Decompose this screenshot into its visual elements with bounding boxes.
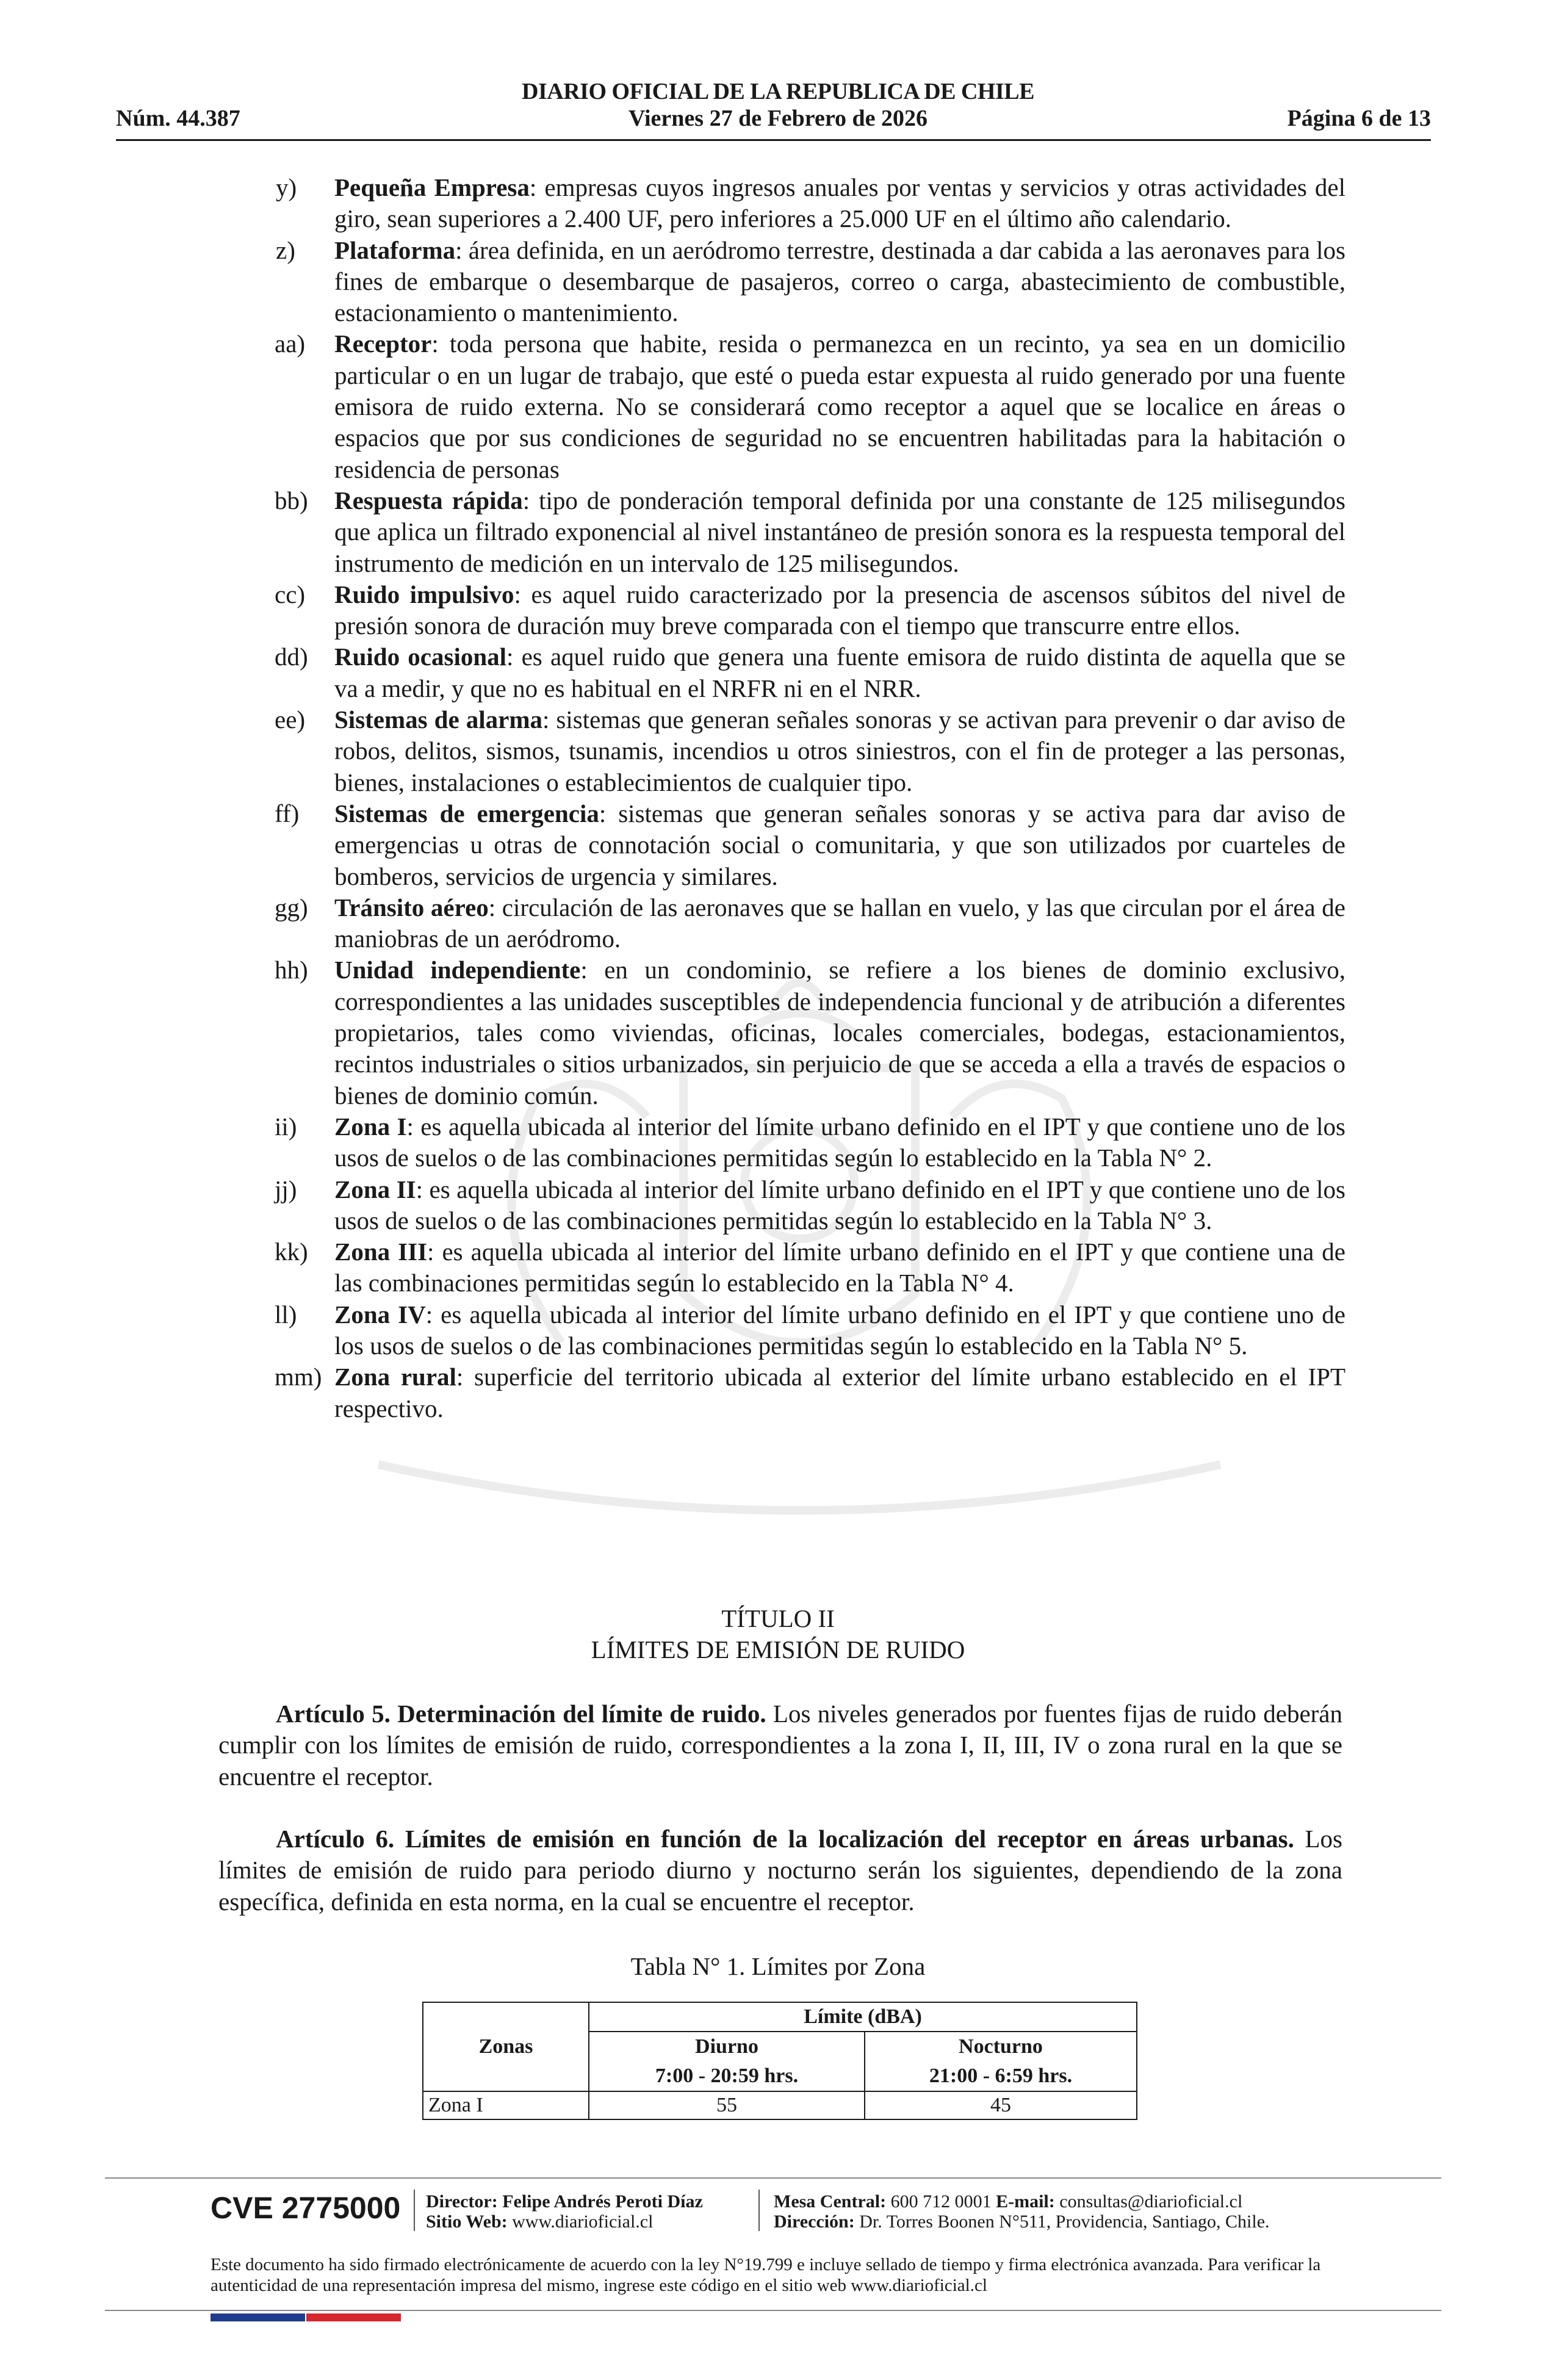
definition-label: ll) bbox=[275, 1300, 297, 1329]
definition-item bbox=[217, 328, 1345, 485]
direccion-label: Dirección: bbox=[774, 2212, 855, 2232]
header-nocturno-hours: 21:00 - 6:59 hrs. bbox=[929, 2064, 1073, 2087]
definition-label: aa) bbox=[275, 330, 306, 358]
definition-term: Zona I bbox=[334, 1112, 407, 1141]
definition-item bbox=[217, 1361, 1345, 1424]
publication-date: Viernes 27 de Febrero de 2026 bbox=[628, 106, 928, 131]
definition-text: : es aquel ruido que genera una fuente emisora de ruido distinta de aquella que se va a medir, y que no es habitual en el NRFR ni en el NRR. bbox=[334, 643, 1345, 702]
definition-text: : circulación de las aeronaves que se hallan en vuelo, y las que circulan por el área de maniobras de un aeródromo. bbox=[334, 893, 1345, 953]
definition-text: : superficie del territorio ubicada al exterior del límite urbano establecido en el IPT respectivo. bbox=[334, 1363, 1345, 1423]
definition-text: : es aquella ubicada al interior del límite urbano definido en el IPT y que contiene uno de los usos de suelos o de las combinaciones permitidas según lo establecido en la Tabla N° 2. bbox=[334, 1112, 1346, 1172]
article-5 bbox=[218, 1698, 1342, 1792]
footer-director-block bbox=[426, 2191, 703, 2232]
definition-item bbox=[217, 798, 1345, 892]
flag-bar-red bbox=[306, 2313, 401, 2321]
header-diurno-label: Diurno bbox=[695, 2035, 758, 2058]
definition-label: kk) bbox=[275, 1238, 308, 1266]
definition-text: : en un condominio, se refiere a los bienes de dominio exclusivo, correspondientes a las unidades susceptibles de independencia funcional y de atribución a diferentes propietarios, tales como viviendas, oficinas, locales comerciales, bodegas, estacionamientos, recintos industriales o sitios urbanizados, sin perjuicio de que se acceda a ella a través de espacios o bienes de dominio común. bbox=[334, 956, 1345, 1109]
definition-term: Respuesta rápida bbox=[334, 486, 523, 514]
footer-rule-top bbox=[105, 2177, 1441, 2179]
definition-text: : empresas cuyos ingresos anuales por ventas y servicios y otras actividades del giro, sean superiores a 2.400 UF, pero inferiores a 25.000 UF en el último año calendario. bbox=[334, 173, 1345, 233]
definition-item bbox=[217, 892, 1345, 955]
definition-label: gg) bbox=[275, 893, 308, 921]
header-diurno bbox=[589, 2032, 865, 2091]
definition-item bbox=[217, 1299, 1345, 1362]
director-name: Felipe Andrés Peroti Díaz bbox=[502, 2191, 703, 2212]
definition-term: Zona III bbox=[334, 1238, 428, 1266]
definition-item bbox=[217, 235, 1345, 329]
legal-notice: Este documento ha sido firmado electrónicamente de acuerdo con la ley N°19.799 e incluye sellado de tiempo y firma electrónica avanzada. Para verificar la autenticidad de una representación impresa del mismo, ingrese este código en el sitio web www.diarioficial.cl bbox=[211, 2255, 1321, 2295]
definition-label: y) bbox=[276, 173, 297, 201]
definition-term: Receptor bbox=[334, 330, 432, 358]
definitions-list bbox=[217, 172, 1345, 1424]
definition-item bbox=[217, 1236, 1345, 1299]
definition-text: : es aquel ruido caracterizado por la presencia de ascensos súbitos del nivel de presión sonora de duración muy breve comparada con el tiempo que transcurre entre ellos. bbox=[334, 580, 1345, 640]
definition-text: : es aquella ubicada al interior del límite urbano definido en el IPT y que contiene uno de los usos de suelos o de las combinaciones permitidas según lo establecido en la Tabla N° 3. bbox=[334, 1175, 1345, 1235]
footer-contact-block bbox=[774, 2191, 1270, 2232]
cve-code: CVE 2775000 bbox=[211, 2191, 401, 2225]
web-link[interactable]: www.diarioficial.cl bbox=[512, 2212, 654, 2232]
definition-item bbox=[217, 1111, 1345, 1174]
definition-text: : tipo de ponderación temporal definida por una constante de 125 milisegundos que aplica un filtrado exponencial al nivel instantáneo de presión sonora es la respuesta temporal del instrumento de medición en un intervalo de 125 milisegundos. bbox=[334, 486, 1345, 577]
definition-term: Ruido impulsivo bbox=[334, 580, 514, 608]
definition-label: jj) bbox=[275, 1175, 297, 1203]
table-caption: Tabla N° 1. Límites por Zona bbox=[630, 1952, 926, 1980]
page-number: Página 6 de 13 bbox=[1287, 106, 1431, 131]
definition-term: Plataforma bbox=[334, 236, 456, 264]
issue-number: Núm. 44.387 bbox=[116, 106, 240, 131]
definition-text: : toda persona que habite, resida o permanezca en un recinto, ya sea en un domicilio particular o en un lugar de trabajo, que esté o pueda estar expuesta al ruido generado por una fuente emisora de ruido externa. No se considerará como receptor a aquel que se localice en áreas o espacios que por sus condiciones de seguridad no se encuentren habilitadas para la habitación o residencia de personas bbox=[334, 330, 1345, 483]
section-title-name: LÍMITES DE EMISIÓN DE RUIDO bbox=[591, 1635, 965, 1664]
definition-term: Zona rural bbox=[334, 1363, 456, 1391]
article-heading: Artículo 5. Determinación del límite de ruido. bbox=[276, 1700, 766, 1728]
direccion-value: Dr. Torres Boonen N°511, Providencia, Santiago, Chile. bbox=[859, 2212, 1270, 2232]
footer-rule-bottom bbox=[105, 2310, 1441, 2311]
header-nocturno-label: Nocturno bbox=[959, 2035, 1043, 2058]
article-heading: Artículo 6. Límites de emisión en función de la localización del receptor en áreas urbanas. bbox=[276, 1825, 1294, 1853]
definition-item bbox=[217, 641, 1345, 704]
web-label: Sitio Web: bbox=[426, 2212, 508, 2232]
definition-term: Zona II bbox=[334, 1175, 416, 1203]
definition-item bbox=[217, 1174, 1345, 1237]
table-row bbox=[423, 2091, 1137, 2119]
publication-title: DIARIO OFICIAL DE LA REPUBLICA DE CHILE bbox=[522, 79, 1034, 104]
definition-label: cc) bbox=[275, 580, 306, 608]
definition-text: : es aquella ubicada al interior del límite urbano definido en el IPT y que contiene uno de los usos de suelos o de las combinaciones permitidas según lo establecido en la Tabla N° 5. bbox=[334, 1300, 1345, 1360]
definition-text: : sistemas que generan señales sonoras y se activa para dar aviso de emergencias u otras de connotación social o comunitaria, y que son utilizados por cuarteles de bomberos, servicios de urgencia y similares. bbox=[334, 799, 1345, 890]
header-limite: Límite (dBA) bbox=[589, 2002, 1137, 2032]
definition-label: dd) bbox=[275, 643, 308, 671]
definition-label: ee) bbox=[275, 705, 306, 734]
director-label: Director: bbox=[426, 2191, 498, 2212]
article-6 bbox=[218, 1823, 1342, 1917]
flag-bar-blue bbox=[211, 2313, 305, 2321]
definition-text: : área definida, en un aeródromo terrestre, destinada a dar cabida a las aeronaves para los fines de embarque o desembarque de pasajeros, correo o carga, abastecimiento de combustible, estacionamiento o mantenimiento. bbox=[334, 236, 1345, 327]
definition-label: ff) bbox=[275, 799, 300, 828]
definition-item bbox=[217, 172, 1345, 235]
definition-item bbox=[217, 485, 1345, 579]
limits-table bbox=[422, 2002, 1137, 2120]
definition-term: Unidad independiente bbox=[334, 956, 581, 984]
definition-label: mm) bbox=[275, 1363, 322, 1391]
header-diurno-hours: 7:00 - 20:59 hrs. bbox=[655, 2064, 799, 2087]
cell-zona: Zona I bbox=[423, 2091, 589, 2119]
definition-item bbox=[217, 704, 1345, 798]
header-rule bbox=[116, 139, 1431, 141]
definition-label: ii) bbox=[275, 1112, 297, 1141]
definition-term: Pequeña Empresa bbox=[334, 173, 530, 201]
mesa-phone: 600 712 0001 bbox=[890, 2191, 992, 2212]
email-link[interactable]: consultas@diarioficial.cl bbox=[1059, 2191, 1243, 2212]
article-body: Los límites de emisión de ruido para periodo diurno y nocturno serán los siguientes, dependiendo de la zona específica, definida en esta norma, en la cual se encuentre el receptor. bbox=[218, 1825, 1343, 1916]
section-title-number: TÍTULO II bbox=[721, 1604, 835, 1632]
mesa-label: Mesa Central: bbox=[774, 2191, 887, 2212]
definition-term: Ruido ocasional bbox=[334, 643, 507, 671]
definition-term: Zona IV bbox=[334, 1300, 426, 1329]
definition-text: : sistemas que generan señales sonoras y se activan para prevenir o dar aviso de robos, delitos, sismos, tsunamis, incendios u otros siniestros, con el fin de proteger a las personas, bienes, instalaciones o establecimientos de cualquier tipo. bbox=[334, 705, 1345, 796]
definition-label: hh) bbox=[275, 956, 308, 984]
definition-text: : es aquella ubicada al interior del límite urbano definido en el IPT y que contiene una de las combinaciones permitidas según lo establecido en la Tabla N° 4. bbox=[334, 1238, 1345, 1297]
article-body: Los niveles generados por fuentes fijas de ruido deberán cumplir con los límites de emisión de ruido, correspondientes a la zona I, II, III, IV o zona rural en la que se encuentre el receptor. bbox=[218, 1700, 1342, 1790]
definition-term: Tránsito aéreo bbox=[334, 893, 489, 921]
definition-term: Sistemas de alarma bbox=[334, 705, 542, 734]
footer-divider bbox=[414, 2190, 415, 2231]
definition-item bbox=[217, 954, 1345, 1111]
cell-nocturno: 45 bbox=[865, 2091, 1137, 2119]
definition-label: bb) bbox=[275, 486, 308, 514]
header-nocturno bbox=[865, 2032, 1137, 2091]
footer-divider bbox=[758, 2190, 760, 2231]
cell-diurno: 55 bbox=[589, 2091, 865, 2119]
definition-item bbox=[217, 579, 1345, 642]
email-label: E-mail: bbox=[996, 2191, 1055, 2212]
definition-term: Sistemas de emergencia bbox=[334, 799, 599, 828]
definition-label: z) bbox=[276, 236, 295, 264]
header-zonas: Zonas bbox=[423, 2002, 589, 2091]
